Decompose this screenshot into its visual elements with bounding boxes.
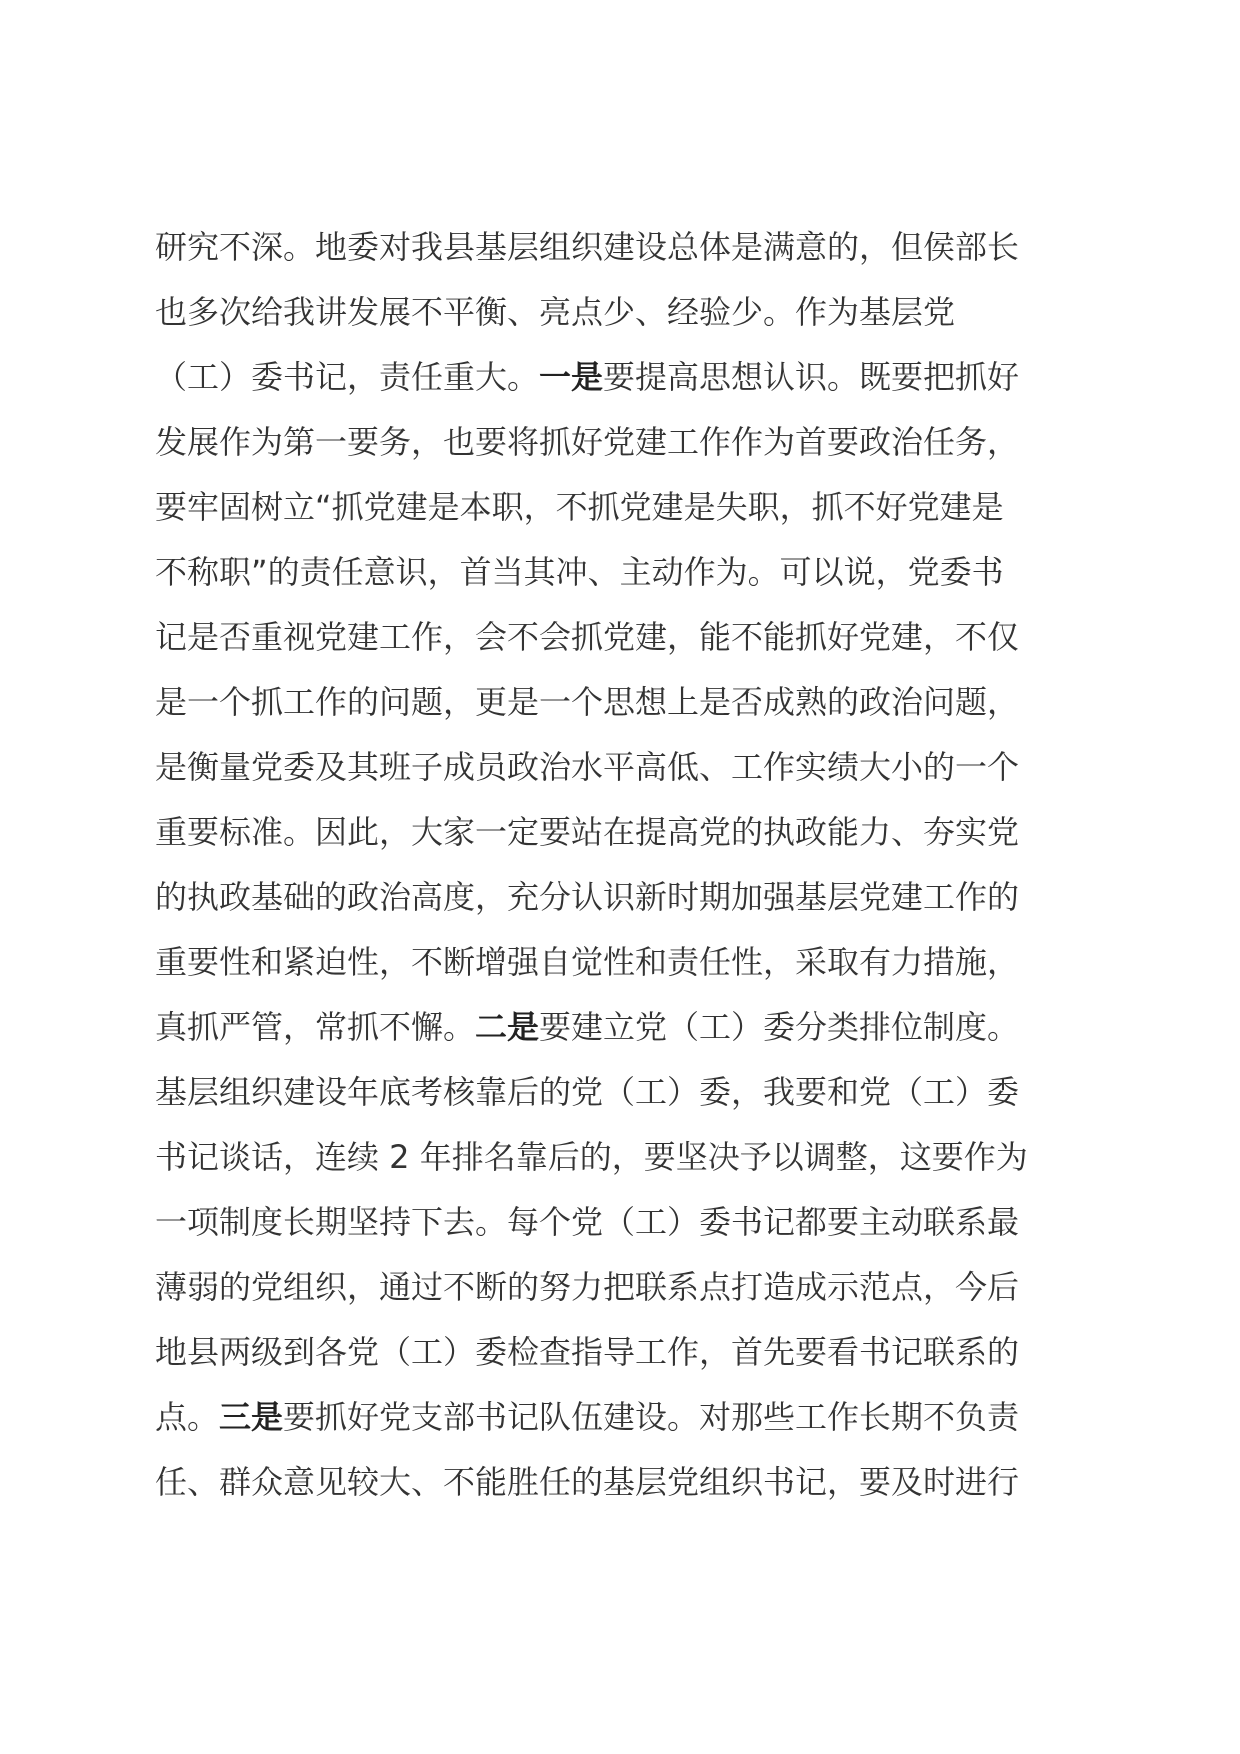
- text-line: 薄弱的党组织，通过不断的努力把联系点打造成示范点，今后: [155, 1268, 1020, 1306]
- text-line: 基层组织建设年底考核靠后的党（工）委，我要和党（工）委: [155, 1073, 1020, 1111]
- text-line: 是一个抓工作的问题，更是一个思想上是否成熟的政治问题，: [155, 683, 1020, 721]
- text-line: 重要性和紧迫性，不断增强自觉性和责任性，采取有力措施，: [155, 943, 1020, 981]
- text-line: 记是否重视党建工作，会不会抓党建，能不能抓好党建，不仅: [155, 618, 1020, 656]
- text-segment: 要提高思想认识。既要把抓好: [603, 358, 1020, 396]
- text-segment: （工）委书记，责任重大。: [155, 358, 540, 396]
- text-line: 要牢固树立“抓党建是本职，不抓党建是失职，抓不好党建是: [155, 488, 1004, 526]
- body-text: [155, 215, 1065, 1515]
- text-line: 一项制度长期坚持下去。每个党（工）委书记都要主动联系最: [155, 1203, 1020, 1241]
- text-segment: 真抓严管，常抓不懈。: [155, 1008, 476, 1046]
- bold-ordinal: 一是: [539, 358, 604, 396]
- text-line: 不称职”的责任意识，首当其冲、主动作为。可以说，党委书: [155, 553, 1004, 591]
- text-line: 重要标准。因此，大家一定要站在提高党的执政能力、夯实党: [155, 813, 1020, 851]
- text-segment: 要抓好党支部书记队伍建设。对那些工作长期不负责: [283, 1398, 1020, 1436]
- text-line: [155, 345, 1065, 410]
- text-line: 的执政基础的政治高度，充分认识新时期加强基层党建工作的: [155, 878, 1020, 916]
- text-line: 地县两级到各党（工）委检查指导工作，首先要看书记联系的: [155, 1333, 1020, 1371]
- bold-ordinal: 三是: [219, 1398, 284, 1436]
- bold-ordinal: 二是: [475, 1008, 540, 1046]
- text-line: 也多次给我讲发展不平衡、亮点少、经验少。作为基层党: [155, 293, 956, 331]
- text-line: 书记谈话，连续 2 年排名靠后的，要坚决予以调整，这要作为: [155, 1138, 1028, 1176]
- text-line: 发展作为第一要务，也要将抓好党建工作作为首要政治任务，: [155, 423, 1020, 461]
- text-line: 任、群众意见较大、不能胜任的基层党组织书记，要及时进行: [155, 1463, 1020, 1501]
- text-line: [155, 1385, 1065, 1450]
- text-segment: 点。: [155, 1398, 220, 1436]
- text-line: 是衡量党委及其班子成员政治水平高低、工作实绩大小的一个: [155, 748, 1020, 786]
- text-line: [155, 995, 1065, 1060]
- text-line: 研究不深。地委对我县基层组织建设总体是满意的，但侯部长: [155, 228, 1020, 266]
- text-segment: 要建立党（工）委分类排位制度。: [539, 1008, 1020, 1046]
